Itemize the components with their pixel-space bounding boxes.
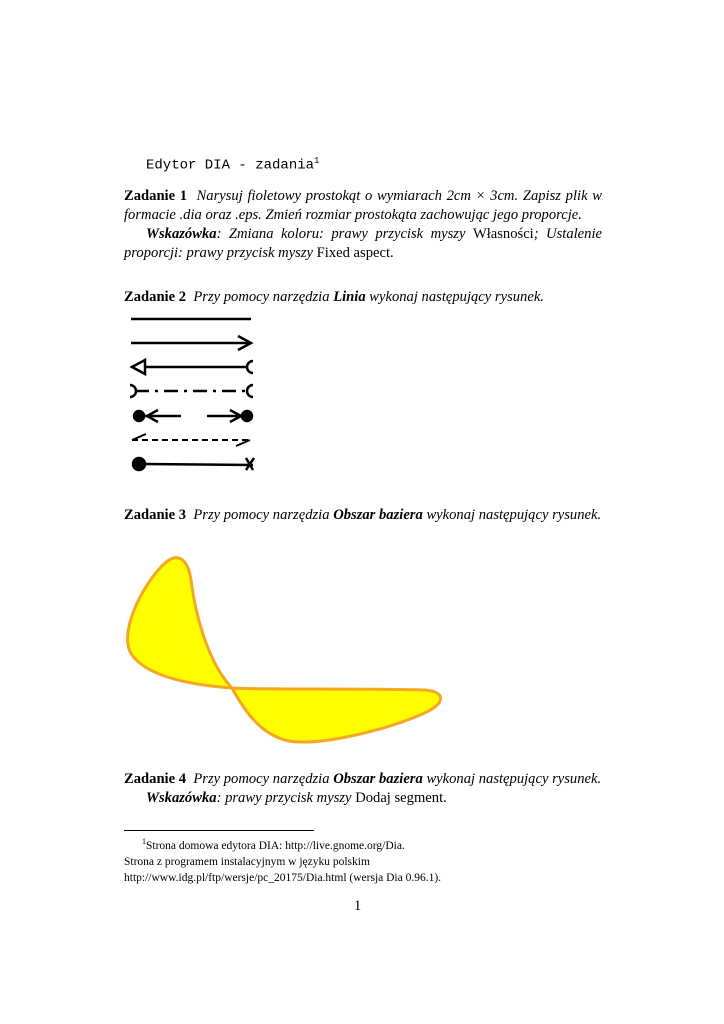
task-1-hint: Wskazówka: Zmiana koloru: prawy przycisk myszy Własności; Ustalenie proporcji: prawy przycisk myszy Fixed aspect. bbox=[124, 226, 602, 261]
task-2-tool: Linia bbox=[333, 289, 366, 305]
task-1-hint-term-fixed-aspect: Fixed aspect bbox=[316, 245, 391, 261]
task-1-body: Narysuj fioletowy prostokąt o wymiarach 2cm × 3cm. Zapisz plik w formacie .dia oraz .eps. Zmień rozmiar prostokąta zachowując jego proporcje. bbox=[124, 188, 603, 223]
task-4-label: Zadanie 4 bbox=[124, 771, 187, 787]
task-1-hint-term-properties: Własności bbox=[472, 226, 534, 242]
task-4-text: Zadanie 4 Przy pomocy narzędzia Obszar baziera wykonaj następujący rysunek. bbox=[124, 771, 602, 787]
task-4-hint-label: Wskazówka bbox=[146, 790, 217, 806]
task-4-tool: Obszar baziera bbox=[333, 771, 423, 787]
footnote-line-2: Strona z programem instalacyjnym w języku polskim bbox=[124, 855, 370, 868]
title-footnote-mark: 1 bbox=[314, 156, 320, 166]
footnote-line-1: $^1$Strona domowa edytora DIA: http://live.gnome.org/Dia. bbox=[142, 837, 405, 852]
task-3-tool: Obszar baziera bbox=[333, 507, 423, 523]
task-4 bbox=[124, 770, 602, 808]
task-1-hint-label: Wskazówka bbox=[146, 226, 217, 242]
task-4-hint-term: Dodaj segment bbox=[355, 790, 444, 806]
page-number: 1 bbox=[354, 898, 362, 914]
footnote bbox=[124, 834, 604, 886]
document-title: Edytor DIA - zadania$^1$ bbox=[146, 156, 320, 174]
task-2-label: Zadanie 2 bbox=[124, 289, 187, 305]
task-4-hint: Wskazówka: prawy przycisk myszy Dodaj segment. bbox=[146, 790, 447, 806]
task-1-label: Zadanie 1 bbox=[124, 188, 188, 204]
task-3-label: Zadanie 3 bbox=[124, 507, 187, 523]
task-2: Zadanie 2 Przy pomocy narzędzia Linia wykonaj następujący rysunek. bbox=[124, 289, 544, 305]
task-3: Zadanie 3 Przy pomocy narzędzia Obszar baziera wykonaj następujący rysunek. bbox=[124, 507, 602, 523]
footnote-line-3: http://www.idg.pl/ftp/wersje/pc_20175/Dia.html (wersja Dia 0.96.1). bbox=[124, 871, 442, 884]
bezier-area bbox=[128, 558, 441, 742]
footnote-rule bbox=[124, 830, 314, 831]
